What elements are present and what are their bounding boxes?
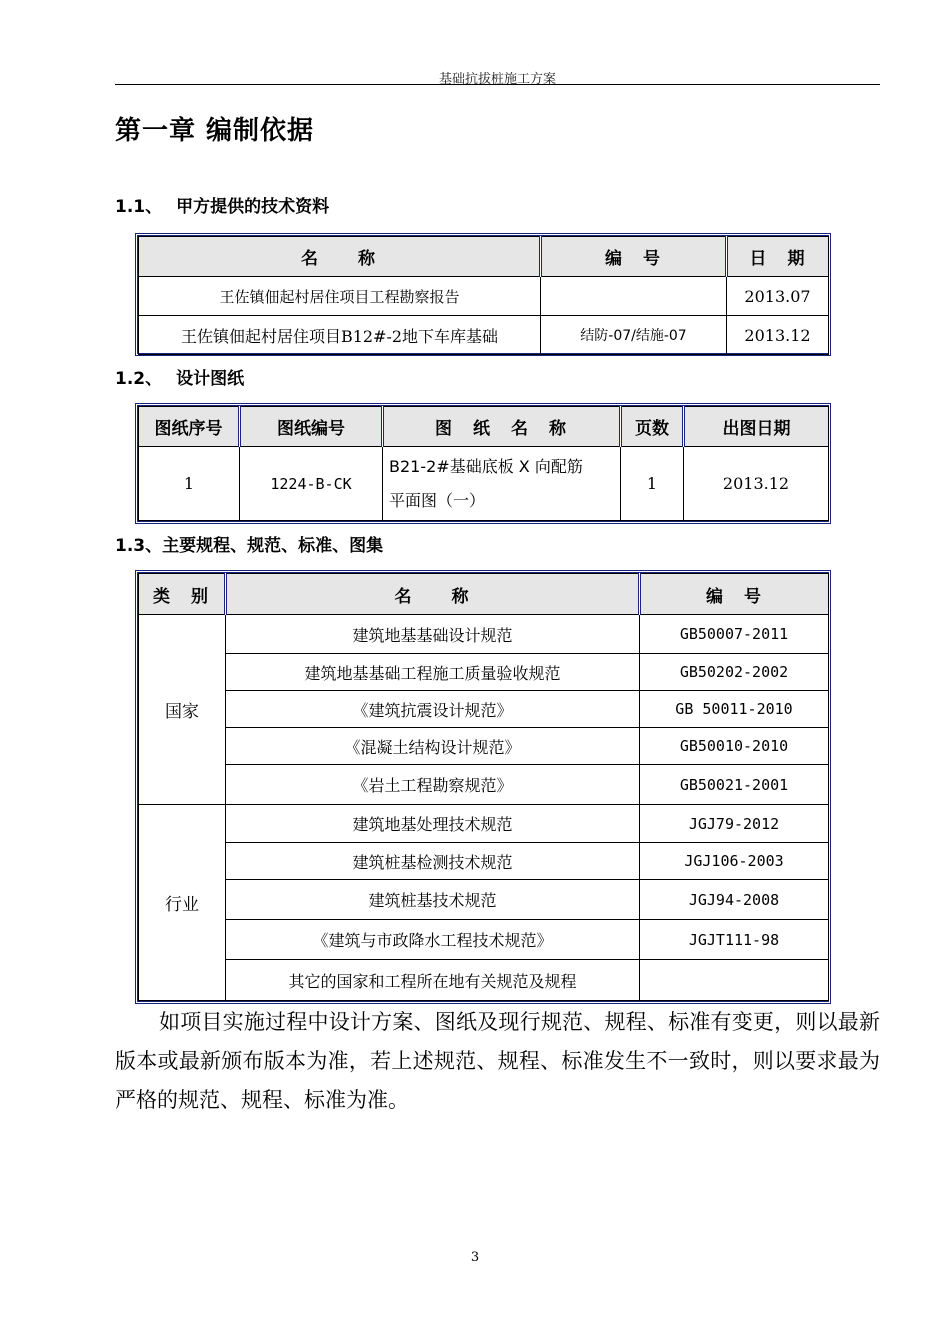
table-row [139,880,829,920]
table-row [139,728,829,765]
column-header-code: 图纸编号 [240,407,383,447]
standards-table [135,570,831,1004]
doc-name: 王佐镇佃起村居住项目B12#-2地下车库基础 [139,316,541,355]
standard-name: 建筑地基基础工程施工质量验收规范 [226,654,640,691]
table-row [139,805,829,843]
category-cell: 国家 [139,615,226,805]
table-row [139,691,829,728]
table-row [139,316,829,355]
doc-code [541,277,727,316]
standard-name: 《建筑抗震设计规范》 [226,691,640,728]
standard-code: GB50010-2010 [640,728,829,765]
drawing-name-line-2: 平面图（一） [389,490,486,510]
table-row [139,447,829,521]
column-header-pages: 页数 [621,407,684,447]
table-row [139,843,829,880]
section-heading-1-3 [115,531,383,556]
standard-code: JGJ106-2003 [640,843,829,880]
table-row [139,654,829,691]
column-header-code: 编 号 [541,237,727,277]
column-header-name: 图 纸 名 称 [383,407,621,447]
drawing-code: 1224-B-CK [240,447,383,521]
page-header: 基础抗拔桩施工方案 [438,72,556,87]
doc-name: 王佐镇佃起村居住项目工程勘察报告 [139,277,541,316]
standard-code: GB50202-2002 [640,654,829,691]
section-number: 1.1、 [115,197,163,217]
drawings-table [135,403,831,524]
drawing-seq: 1 [139,447,240,521]
column-header-code: 编 号 [640,574,829,615]
table-row [139,920,829,960]
standard-code: JGJT111-98 [640,920,829,960]
standard-code: JGJ94-2008 [640,880,829,920]
standard-code: GB50021-2001 [640,765,829,805]
section-title: 甲方提供的技术资料 [176,197,330,217]
standard-code [640,960,829,1001]
section-title: 设计图纸 [176,369,245,389]
section-heading-1-1 [115,192,329,217]
standard-name: 其它的国家和工程所在地有关规范及规程 [226,960,640,1001]
doc-date: 2013.07 [727,277,829,316]
tech-docs-table [135,233,831,356]
section-heading-1-2 [115,364,244,389]
standard-code: GB50007-2011 [640,615,829,654]
table-row [139,615,829,654]
drawing-date: 2013.12 [684,447,829,521]
drawing-name-line-1: B21-2#基础底板 X 向配筋 [389,456,583,476]
column-header-name: 名 称 [226,574,640,615]
chapter-title: 第一章 编制依据 [115,116,315,146]
column-header-name: 名 称 [139,237,541,277]
standard-code: JGJ79-2012 [640,805,829,843]
column-header-date: 出图日期 [684,407,829,447]
header-rule [115,84,880,85]
drawing-name [383,447,621,521]
standard-name: 建筑桩基技术规范 [226,880,640,920]
standard-code: GB 50011-2010 [640,691,829,728]
page-number: 3 [470,1250,480,1265]
standard-name: 建筑地基基础设计规范 [226,615,640,654]
table-row [139,765,829,805]
category-cell: 行业 [139,805,226,1001]
drawing-pages: 1 [621,447,684,521]
standard-name: 《建筑与市政降水工程技术规范》 [226,920,640,960]
section-number: 1.2、 [115,369,163,389]
section-title: 主要规程、规范、标准、图集 [162,536,384,556]
standard-name: 《混凝土结构设计规范》 [226,728,640,765]
doc-code: 结防-07/结施-07 [541,316,727,355]
doc-date: 2013.12 [727,316,829,355]
table-row [139,960,829,1001]
section-number: 1.3、 [115,536,163,556]
standard-name: 建筑地基处理技术规范 [226,805,640,843]
body-paragraph: 如项目实施过程中设计方案、图纸及现行规范、规程、标准有变更，则以最新版本或最新颁布版本为准，若上述规范、规程、标准发生不一致时，则以要求最为严格的规范、规程、标准为准。 [115,1010,880,1112]
column-header-date: 日 期 [727,237,829,277]
standard-name: 建筑桩基检测技术规范 [226,843,640,880]
column-header-seq: 图纸序号 [139,407,240,447]
table-row [139,277,829,316]
column-header-category: 类 别 [139,574,226,615]
standard-name: 《岩土工程勘察规范》 [226,765,640,805]
